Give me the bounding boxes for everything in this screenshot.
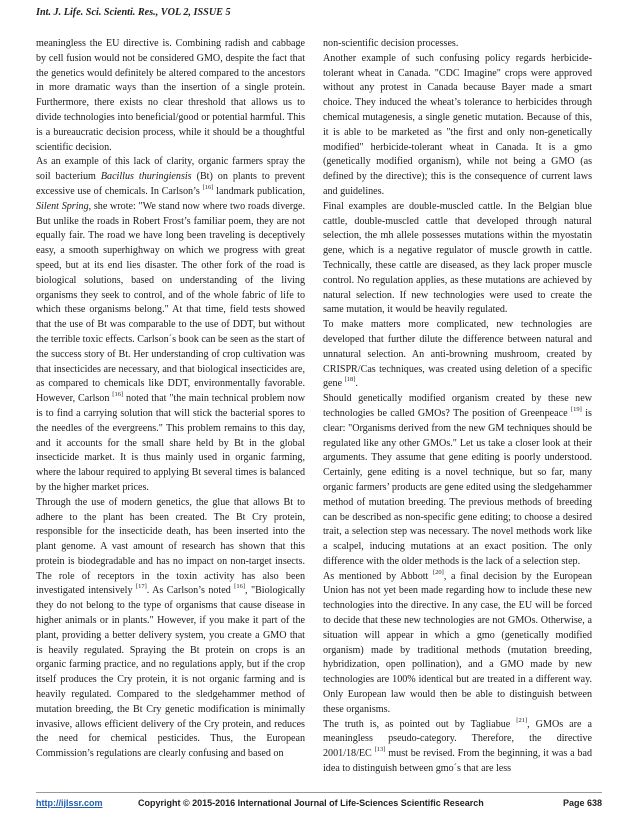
journal-url-link[interactable]: http://ijlssr.com: [36, 798, 103, 808]
book-title: Silent Spring: [36, 200, 89, 212]
text-run: To make matters more complicated, new technologies are developed that further dilute the difference between natural and unnatural selection. An anti-browning mushroom, created by CRISPR/Cas techniques, was created using deletion of a specific gene: [323, 319, 592, 390]
text-run: (Bt) on plants to prevent excessive use of chemicals. In Carlson’s: [36, 171, 305, 197]
paragraph-tagliabue: [323, 718, 592, 777]
citation-ref[interactable]: [17]: [135, 583, 147, 591]
paragraph-continuation: non-scientific decision processes.: [323, 38, 459, 49]
text-run: The truth is, as pointed out by Tagliabue: [323, 718, 517, 730]
text-run: landmark publication,: [213, 185, 305, 197]
citation-ref[interactable]: [16]: [234, 583, 246, 591]
citation-ref[interactable]: [16]: [112, 391, 124, 399]
text-run: , "Biologically they do not belong to the type of organisms that cause disease in higher animals or in plants." However, if you make it part of the plant, providing a better delivery system, you create a GMO that is heavily regulated. Spraying the Bt protein on crops is an organic farming practice, and no regulations apply, but if the crop itself produces the Cry protein, it is not organic farming and is heavily regulated. Compared to the sledgehammer method of mutation breeding, the Bt Cry genetic modification is minimally invasive, allows efficient delivery of the Cry protein, and reduces the need for chemical pesticides. Thus, the European Commission’s regulations are clearly confusing and based on: [36, 585, 305, 760]
paragraph-cattle-example: Final examples are double-muscled cattle. In the Belgian blue cattle, double-muscled cattle that developed through natural selection, the mh allele possesses mutations within the myostatin gene, which is a negative regulator of muscle growth in cattle. Technically, these cattle are diseased, as they lack proper muscle control. No regulation applies, as these mutations are achieved by natural selection. If new technologies were used to create the same mutation, it would be heavily regulated.: [323, 200, 592, 316]
left-column: [36, 37, 305, 762]
paragraph-modern-genetics: [36, 496, 305, 762]
text-run: As mentioned by Abbott: [323, 570, 434, 582]
text-run: is clear: "Organisms derived from the new GM techniques should be regulated like any other GMOs." Let us take a closer look at their arguments. They assume that gene editing is poorly understood. Certainly, gene editing is a novel technique, but so far, many organic farmers’ products are gene edited using the sledgehammer method of mutation breeding. The previous methods of breeding can be described as non-specific gene editing; to choose a desired trait, a selection step was necessary. The novel methods work like a scalpel, inducing mutations at an exact position. The only difference with the older methods is the lack of a selection step.: [323, 407, 592, 567]
text-run: , a final decision by the European Union has not yet been made regarding how to include these new technologies into the directive. In any case, the EU will be forced to decide that these new technologies are not GMOs. Otherwise, a situation will appear in which a gmo (genetically modified organism) made by traditional methods (mutation breeding, hybridization, open pollination), and a GMO made by new technologies are 100% identical but are treated in a different way. Only European law would then be able to distinguish between these organisms.: [323, 570, 592, 715]
text-run: , she wrote: "We stand now where two roads diverge. But unlike the roads in Robert Frost’s familiar poem, they are not equally fair. The road we have long been traveling is deceptively easy, a smooth superhighway on which we progress with great speed, but at its end lies disaster. The other fork of the road is biological solutions, based on understanding of the living organisms they seek to control, and of the whole fabric of life to which these organisms belong." At that time, field tests showed that the use of Bt was comparable to the use of DDT, but without the terrible toxic effects. Carlson´s book can be seen as the start of the success story of Bt. Her understanding of crop cultivation was that insecticides are necessary, and that biological insecticides are, as compared to chemicals like DDT, environmentally favorable. However, Carlson: [36, 200, 305, 405]
paragraph-abbott: [323, 570, 592, 718]
text-run: must be revised. From the beginning, it was a bad idea to distinguish between gmo´s that are less: [323, 748, 593, 775]
citation-ref[interactable]: [13]: [374, 746, 386, 754]
text-run: noted that "the main technical problem now is to find a carrying solution that will stick the bacterial spores to the needles of the evergreens." This problem remains to this day, and it accounts for the small share held by Bt in the global insecticide market. It is thus mainly used in organic farming, where the labour required to applying Bt several times is balanced by the higher market prices.: [36, 393, 305, 493]
paragraph-new-technologies: [323, 318, 592, 392]
species-name: Bacillus thuringiensis: [100, 171, 192, 183]
citation-ref[interactable]: [21]: [516, 716, 528, 724]
citation-ref[interactable]: [16]: [202, 183, 214, 191]
paragraph-bt-example: [36, 155, 305, 495]
text-run: As an example of this lack of clarity, organic farmers spray the soil bacterium: [36, 156, 305, 183]
text-run: Should genetically modified organism created by these new technologies be called GMOs? The position of Greenpeace: [323, 393, 592, 419]
running-head: Int. J. Life. Sci. Scienti. Res., VOL 2, ISSUE 5: [36, 7, 231, 18]
text-run: Through the use of modern genetics, the glue that allows Bt to adhere to the plant has been created. The Bt Cry protein, responsible for the insecticide death, has been inserted into the plant genome. A vast amount of research has shown that this protein is biodegradable and has no impact on non-target insects. The role of receptors in the toxin activity has also been investigated intensively: [36, 496, 305, 597]
page-number: Page 638: [562, 798, 602, 808]
paragraph-wheat-example: Another example of such confusing policy regards herbicide-tolerant wheat in Canada. "CDC Imagine" crops were approved without any protest in Canada because Bayer made a smart choice. They induced the wheat’s tolerance to herbicides through chemical mutagenesis, a single genetic mutation. Because of this, it is able to be marketed as "the first and only non-genetically modified" herbicide-tolerant wheat in Canada. It is a gmo (genetically modified organism), while not being a GMO (as defined by the directive); this is the consequence of current laws and guidelines.: [323, 52, 592, 197]
copyright-notice: Copyright © 2015-2016 International Journal of Life-Sciences Scientific Research: [138, 798, 484, 808]
paragraph-eu-directive: meaningless the EU directive is. Combining radish and cabbage by cell fusion would not be considered GMO, despite the fact that the genetics would definitely be altered compared to the ancestors in more dramatic ways than the insertion of a single protein. Furthermore, there exists no clear threshold that allows us to divide technologies into beneficial/good or potential harmful. This is a bureaucratic decision process, while it should be a thoughtful scientific decision.: [36, 38, 305, 153]
text-run: . As Carlson’s noted: [146, 585, 235, 597]
right-column: [323, 37, 592, 777]
paragraph-greenpeace: [323, 392, 592, 570]
text-run: , GMOs are a meaningless pseudo-category. Therefore, the directive 2001/18/EC: [323, 718, 592, 760]
footer-divider: [36, 792, 602, 793]
citation-ref[interactable]: [20]: [433, 568, 444, 576]
citation-ref[interactable]: [19]: [571, 405, 582, 413]
text-run: .: [355, 378, 358, 390]
page-footer: [36, 798, 602, 812]
citation-ref[interactable]: [18]: [344, 376, 356, 384]
